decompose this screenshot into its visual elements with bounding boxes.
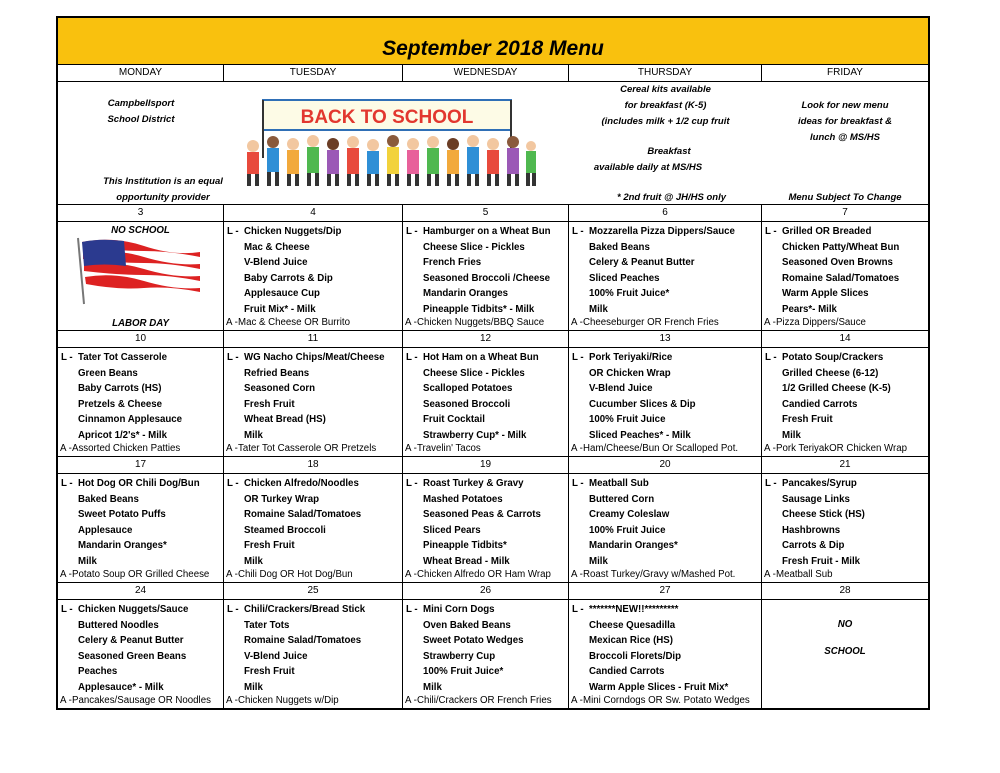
alt-prefix: A - xyxy=(405,317,417,328)
alt-prefix: A - xyxy=(405,443,417,454)
lunch-prefix: L - xyxy=(61,478,73,489)
day-cell-sep-13 xyxy=(569,348,762,456)
title-bar xyxy=(58,18,928,65)
second-fruit-note: * 2nd fruit @ JH/HS only xyxy=(616,192,727,203)
menu-item: V-Blend Juice xyxy=(589,383,653,394)
date-cell: 28 xyxy=(839,585,851,596)
menu-item: Mandarin Oranges* xyxy=(589,540,678,551)
menu-item: Chicken Patty/Wheat Bun xyxy=(782,241,900,253)
date-cell: 21 xyxy=(839,459,851,470)
date-row-week-3 xyxy=(58,457,928,474)
menu-item: Broccoli Florets/Dip xyxy=(589,650,682,662)
date-cell: 10 xyxy=(58,331,224,347)
menu-item: Seasoned Peas & Carrots xyxy=(423,509,541,520)
menu-item: Milk xyxy=(782,429,801,441)
menu-item: L - WG Nacho Chips/Meat/Cheese xyxy=(224,350,402,366)
lunch-prefix: L - xyxy=(572,478,584,489)
day-cell-sep-14 xyxy=(762,348,928,456)
lunch-prefix: L - xyxy=(406,478,418,489)
date-cell: 11 xyxy=(224,331,403,347)
weekday-wednesday: WEDNESDAY xyxy=(403,65,569,81)
subject-to-change: Menu Subject To Change xyxy=(788,192,902,203)
equal-line-2: opportunity provider xyxy=(116,192,210,203)
district-line-1: Campbellsport xyxy=(107,98,175,109)
breakfast-line-1: Breakfast xyxy=(647,146,691,157)
menu-item: Sweet Potato Puffs xyxy=(78,509,166,520)
menu-item: Romaine Salad/Tomatoes xyxy=(782,272,900,284)
menu-item: Steamed Broccoli xyxy=(244,524,326,536)
menu-item: Buttered Corn xyxy=(589,493,655,505)
menu-item: Buttered Noodles xyxy=(78,619,159,631)
alt-prefix: A - xyxy=(571,569,583,580)
alternate-item: A - Mini Corndogs OR Sw. Potato Wedges xyxy=(571,695,750,706)
menu-item: Pineapple Tidbits* - Milk xyxy=(423,303,535,315)
back-to-school-image xyxy=(241,98,541,192)
day-cell-sep-17 xyxy=(58,474,224,582)
equal-line-1: This Institution is an equal xyxy=(103,176,223,187)
menu-item: Strawberry Cup xyxy=(423,650,496,662)
alternate-item: A - Chili/Crackers OR French Fries xyxy=(405,695,552,706)
lunch-prefix: L - xyxy=(765,352,777,363)
menu-item: Strawberry Cup* - Milk xyxy=(423,429,527,441)
weekday-header-row xyxy=(58,65,928,82)
alternate-item: A - Pizza Dippers/Sauce xyxy=(764,317,866,328)
menu-item: Peaches xyxy=(78,666,118,677)
weekday-monday: MONDAY xyxy=(58,65,224,81)
weekday-thursday: THURSDAY xyxy=(569,65,762,81)
menu-item: L - Pancakes/Syrup xyxy=(762,476,928,492)
menu-item: L - Tater Tot Casserole xyxy=(58,350,223,366)
date-cell: 13 xyxy=(569,331,762,347)
menu-item: L - *******NEW!!********* xyxy=(569,602,761,618)
menu-item: Fresh Fruit xyxy=(244,398,295,410)
menu-item: 100% Fruit Juice xyxy=(589,524,666,536)
lunch-prefix: L - xyxy=(61,352,73,363)
date-cell: 17 xyxy=(58,457,224,473)
no-label: NO xyxy=(837,619,853,630)
day-cell-sep-25 xyxy=(224,600,403,708)
lunch-prefix: L - xyxy=(406,604,418,615)
alt-prefix: A - xyxy=(764,569,776,580)
menu-item: Mexican Rice (HS) xyxy=(589,635,673,646)
menu-item: Celery & Peanut Butter xyxy=(589,257,695,268)
day-cell-sep-4 xyxy=(224,222,403,330)
date-cell: 7 xyxy=(842,207,848,218)
day-cell-sep-19 xyxy=(403,474,569,582)
alt-prefix: A - xyxy=(764,317,776,328)
menu-item: L - Potato Soup/Crackers xyxy=(762,350,928,366)
menu-item: Refried Beans xyxy=(244,367,310,379)
alternate-item: A - Tater Tot Casserole OR Pretzels xyxy=(226,443,377,454)
menu-item: Mandarin Oranges xyxy=(423,288,509,299)
alt-prefix: A - xyxy=(60,569,72,580)
lunch-prefix: L - xyxy=(227,352,239,363)
menu-item: Cinnamon Applesauce xyxy=(78,414,183,425)
date-cell: 5 xyxy=(403,205,569,221)
day-cell-sep-21 xyxy=(762,474,928,582)
menu-item: OR Chicken Wrap xyxy=(589,367,671,379)
date-cell: 12 xyxy=(403,331,569,347)
alternate-item: A - Chicken Alfredo OR Ham Wrap xyxy=(405,569,551,580)
alt-prefix: A - xyxy=(405,695,417,706)
menu-item: Seasoned Broccoli /Cheese xyxy=(423,272,551,284)
menu-item: Seasoned Broccoli xyxy=(423,398,511,410)
menu-item: Romaine Salad/Tomatoes xyxy=(244,509,362,520)
menu-item: L - Hot Dog OR Chili Dog/Bun xyxy=(58,476,223,492)
alternate-item: A - Pancakes/Sausage OR Noodles xyxy=(60,695,211,706)
menu-item: Fruit Mix* - Milk xyxy=(244,303,316,315)
menu-item: Grilled Cheese (6-12) xyxy=(782,367,879,379)
menu-item: Applesauce Cup xyxy=(244,288,320,299)
weekday-friday: FRIDAY xyxy=(827,67,863,78)
menu-item: Green Beans xyxy=(78,367,138,379)
menu-item: Milk xyxy=(244,681,263,693)
menu-item: 1/2 Grilled Cheese (K-5) xyxy=(782,383,891,394)
cereal-line-2: for breakfast (K-5) xyxy=(624,100,707,111)
menu-item: Sliced Pears xyxy=(423,524,481,536)
date-cell: 3 xyxy=(58,205,224,221)
day-cell-sep-12 xyxy=(403,348,569,456)
lunch-prefix: L - xyxy=(406,226,418,237)
menu-item: L - Chicken Alfredo/Noodles xyxy=(224,476,402,492)
menu-item: L - Grilled OR Breaded xyxy=(762,224,928,240)
date-row-week-1 xyxy=(58,205,928,222)
lunch-prefix: L - xyxy=(227,604,239,615)
menu-item: Cucumber Slices & Dip xyxy=(589,398,696,410)
menu-item: Milk xyxy=(244,429,263,441)
date-cell: 18 xyxy=(224,457,403,473)
menu-item: L - Chili/Crackers/Bread Stick xyxy=(224,602,402,618)
menu-item: Fresh Fruit xyxy=(782,414,833,425)
menu-row-week-4 xyxy=(58,600,928,708)
menu-item: Applesauce* - Milk xyxy=(78,681,164,693)
menu-item: L - Mozzarella Pizza Dippers/Sauce xyxy=(569,224,761,240)
alt-prefix: A - xyxy=(405,569,417,580)
menu-item: L - Pork Teriyaki/Rice xyxy=(569,350,761,366)
alternate-item: A - Roast Turkey/Gravy w/Mashed Pot. xyxy=(571,569,736,580)
date-cell: 24 xyxy=(58,583,224,599)
page-title: September 2018 Menu xyxy=(382,37,604,60)
date-cell: 27 xyxy=(569,583,762,599)
menu-item: Fresh Fruit xyxy=(244,540,295,551)
friday-note-3: lunch @ MS/HS xyxy=(810,132,880,143)
alternate-item: A - Mac & Cheese OR Burrito xyxy=(226,317,350,328)
no-school-label: NO SCHOOL xyxy=(111,225,170,236)
lunch-prefix: L - xyxy=(765,478,777,489)
alternate-item: A - Chicken Nuggets w/Dip xyxy=(226,695,339,706)
alternate-item: A - Potato Soup OR Grilled Cheese xyxy=(60,569,210,580)
menu-item: Baby Carrots & Dip xyxy=(244,272,333,284)
menu-item: L - Chicken Nuggets/Sauce xyxy=(58,602,223,618)
alt-prefix: A - xyxy=(571,443,583,454)
menu-row-week-2 xyxy=(58,348,928,457)
menu-item: Sausage Links xyxy=(782,493,850,505)
date-cell: 25 xyxy=(224,583,403,599)
day-cell-sep-5 xyxy=(403,222,569,330)
menu-item: L - Meatball Sub xyxy=(569,476,761,492)
day-cell-sep-10 xyxy=(58,348,224,456)
menu-item: Pears*- Milk xyxy=(782,303,837,315)
lunch-prefix: L - xyxy=(227,226,239,237)
lunch-prefix: L - xyxy=(572,604,584,615)
day-cell-sep-26 xyxy=(403,600,569,708)
menu-item: Baby Carrots (HS) xyxy=(78,383,162,394)
district-line-2: School District xyxy=(107,114,175,125)
alternate-item: A - Chicken Nuggets/BBQ Sauce xyxy=(405,317,545,328)
day-cell-sep-7 xyxy=(762,222,928,330)
children-icon xyxy=(247,135,536,186)
menu-item: Pineapple Tidbits* xyxy=(423,540,507,551)
date-cell: 19 xyxy=(403,457,569,473)
labor-day-label: LABOR DAY xyxy=(112,318,169,329)
menu-item: Mashed Potatoes xyxy=(423,493,503,505)
menu-item: Wheat Bread - Milk xyxy=(423,555,510,567)
alternate-item: A - Cheeseburger OR French Fries xyxy=(571,317,719,328)
menu-item: Seasoned Corn xyxy=(244,383,316,394)
lunch-prefix: L - xyxy=(765,226,777,237)
menu-item: L - Roast Turkey & Gravy xyxy=(403,476,568,492)
friday-note-2: ideas for breakfast & xyxy=(798,116,892,127)
alternate-item: A - Chili Dog OR Hot Dog/Bun xyxy=(226,569,353,580)
day-cell-sep-3 xyxy=(58,222,224,330)
day-cell-sep-24 xyxy=(58,600,224,708)
menu-item: Milk xyxy=(78,555,97,567)
menu-item: 100% Fruit Juice xyxy=(589,414,666,425)
day-cell-sep-6 xyxy=(569,222,762,330)
lunch-prefix: L - xyxy=(227,478,239,489)
menu-item: Warm Apple Slices xyxy=(782,288,869,299)
menu-item: Milk xyxy=(423,681,442,693)
lunch-prefix: L - xyxy=(572,352,584,363)
day-cell-sep-28 xyxy=(762,600,928,708)
menu-item: V-Blend Juice xyxy=(244,257,308,268)
alt-prefix: A - xyxy=(226,569,238,580)
date-cell: 14 xyxy=(839,333,851,344)
alt-prefix: A - xyxy=(764,443,776,454)
alt-prefix: A - xyxy=(60,695,72,706)
menu-item: V-Blend Juice xyxy=(244,650,308,662)
alternate-item: A - Ham/Cheese/Bun Or Scalloped Pot. xyxy=(571,443,739,454)
menu-item: French Fries xyxy=(423,257,482,268)
date-cell: 26 xyxy=(403,583,569,599)
day-cell-sep-27 xyxy=(569,600,762,708)
menu-item: Warm Apple Slices - Fruit Mix* xyxy=(589,681,729,693)
menu-table xyxy=(56,16,930,710)
menu-item: Sliced Peaches xyxy=(589,272,660,284)
alternate-item: A - Assorted Chicken Patties xyxy=(60,443,181,454)
menu-item: Wheat Bread (HS) xyxy=(244,414,326,425)
menu-item: Apricot 1/2's* - Milk xyxy=(78,429,167,441)
menu-item: Candied Carrots xyxy=(782,398,858,410)
alternate-item: A - Travelin' Tacos xyxy=(405,443,481,454)
menu-item: Cheese Stick (HS) xyxy=(782,509,865,520)
menu-item: OR Turkey Wrap xyxy=(244,493,320,505)
menu-item: Hashbrowns xyxy=(782,524,841,536)
menu-item: Fruit Cocktail xyxy=(423,414,485,425)
alternate-item: A - Meatball Sub xyxy=(764,569,833,580)
breakfast-line-2: available daily at MS/HS xyxy=(593,162,703,173)
menu-item: 100% Fruit Juice* xyxy=(589,288,670,299)
menu-item: L - Mini Corn Dogs xyxy=(403,602,568,618)
menu-item: Milk xyxy=(244,555,263,567)
menu-item: Sliced Peaches* - Milk xyxy=(589,429,691,441)
menu-item: Scalloped Potatoes xyxy=(423,383,513,394)
menu-item: Fresh Fruit - Milk xyxy=(782,555,861,567)
lunch-prefix: L - xyxy=(572,226,584,237)
menu-row-week-1 xyxy=(58,222,928,331)
day-cell-sep-18 xyxy=(224,474,403,582)
lunch-prefix: L - xyxy=(61,604,73,615)
banner-text: BACK TO SCHOOL xyxy=(300,107,474,128)
menu-row-week-3 xyxy=(58,474,928,583)
menu-item: Creamy Coleslaw xyxy=(589,509,670,520)
menu-item: 100% Fruit Juice* xyxy=(423,666,504,677)
menu-item: Baked Beans xyxy=(589,241,650,253)
cereal-line-1: Cereal kits available xyxy=(620,84,711,95)
menu-item: Milk xyxy=(589,555,608,567)
date-cell: 20 xyxy=(569,457,762,473)
day-cell-sep-20 xyxy=(569,474,762,582)
menu-item: Cheese Slice - Pickles xyxy=(423,241,525,253)
menu-item: Applesauce xyxy=(78,524,133,536)
date-cell: 6 xyxy=(569,205,762,221)
menu-item: Seasoned Green Beans xyxy=(78,650,187,662)
weekday-tuesday: TUESDAY xyxy=(224,65,403,81)
alt-prefix: A - xyxy=(226,443,238,454)
alt-prefix: A - xyxy=(571,317,583,328)
menu-item: Cheese Quesadilla xyxy=(589,619,676,631)
menu-item: Candied Carrots xyxy=(589,666,665,677)
menu-item: Tater Tots xyxy=(244,619,290,631)
alt-prefix: A - xyxy=(60,443,72,454)
alt-prefix: A - xyxy=(226,317,238,328)
alt-prefix: A - xyxy=(571,695,583,706)
menu-item: L - Hamburger on a Wheat Bun xyxy=(403,224,568,240)
day-cell-sep-11 xyxy=(224,348,403,456)
menu-item: Fresh Fruit xyxy=(244,666,295,677)
menu-item: Celery & Peanut Butter xyxy=(78,635,184,646)
menu-item: Sweet Potato Wedges xyxy=(423,635,524,646)
alternate-item: A - Pork TeriyakOR Chicken Wrap xyxy=(764,443,908,454)
cereal-line-3: (includes milk + 1/2 cup fruit xyxy=(601,116,730,127)
menu-item: Carrots & Dip xyxy=(782,540,845,551)
menu-item: Oven Baked Beans xyxy=(423,619,511,631)
menu-item: L - Hot Ham on a Wheat Bun xyxy=(403,350,568,366)
menu-item: Pretzels & Cheese xyxy=(78,398,162,410)
lunch-prefix: L - xyxy=(406,352,418,363)
menu-item: Cheese Slice - Pickles xyxy=(423,367,525,379)
american-flag-icon xyxy=(74,236,204,306)
friday-note-1: Look for new menu xyxy=(801,100,889,111)
menu-item: Mac & Cheese xyxy=(244,241,310,253)
date-row-week-4 xyxy=(58,583,928,600)
menu-item: Milk xyxy=(589,303,608,315)
school-label: SCHOOL xyxy=(824,646,866,657)
info-row xyxy=(58,82,928,205)
menu-item: Mandarin Oranges* xyxy=(78,540,167,551)
alt-prefix: A - xyxy=(226,695,238,706)
menu-item: Seasoned Oven Browns xyxy=(782,257,893,268)
menu-item: Baked Beans xyxy=(78,493,139,505)
date-cell: 4 xyxy=(224,205,403,221)
date-row-week-2 xyxy=(58,331,928,348)
menu-item: L - Chicken Nuggets/Dip xyxy=(224,224,402,240)
menu-item: Romaine Salad/Tomatoes xyxy=(244,635,362,646)
